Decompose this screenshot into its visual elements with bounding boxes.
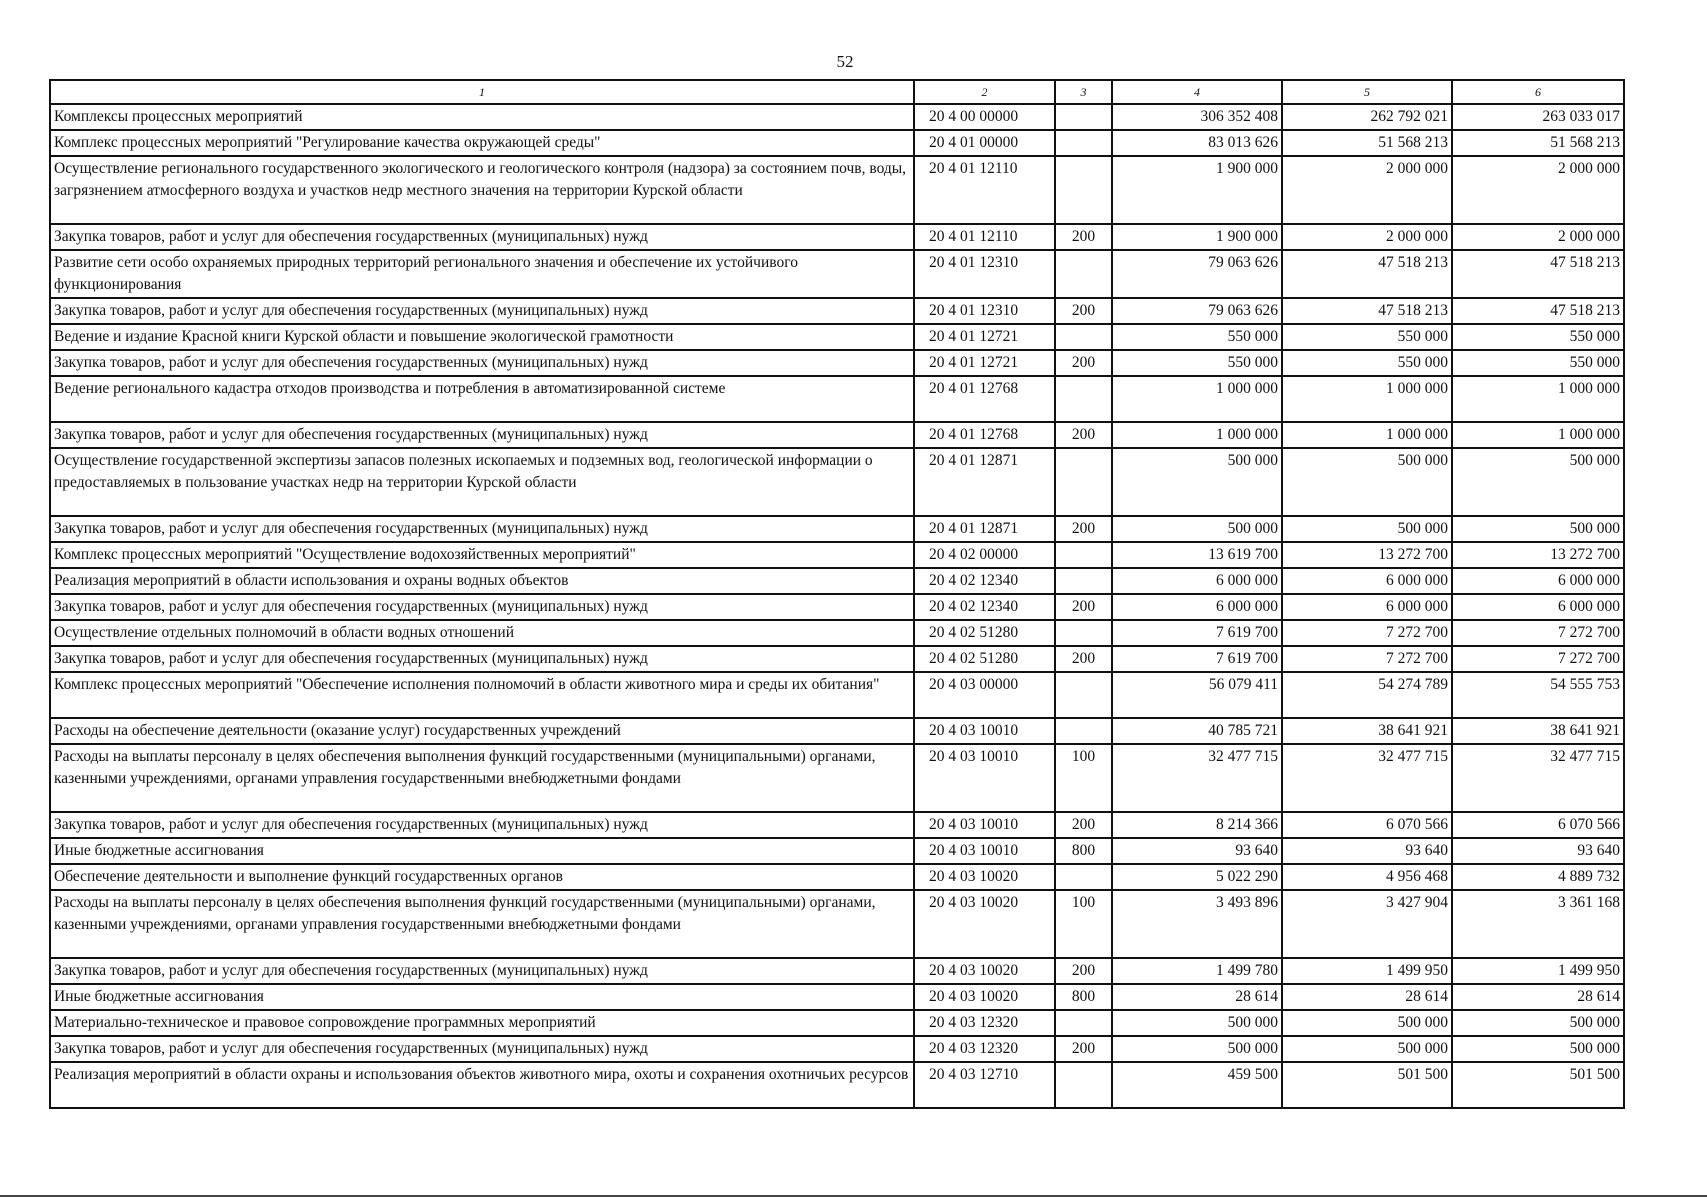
row-code-cell: 20 4 02 51280	[914, 620, 1055, 646]
row-code-cell: 20 4 03 12320	[914, 1010, 1055, 1036]
table-row	[50, 350, 1624, 376]
table-row	[50, 812, 1624, 838]
table-row	[50, 568, 1624, 594]
row-amount-col5-cell: 93 640	[1282, 838, 1452, 864]
column-number-3: 3	[1055, 80, 1112, 104]
row-name-cell: Закупка товаров, работ и услуг для обеспечения государственных (муниципальных) нужд	[50, 594, 914, 620]
table-row	[50, 422, 1624, 448]
row-expense-type-cell: 200	[1055, 516, 1112, 542]
row-amount-col5-cell: 32 477 715	[1282, 744, 1452, 812]
row-name-cell: Осуществление регионального государственного экологического и геологического контроля (надзора) за состоянием почв, воды, загрязнением атмосферного воздуха и участков недр местного значения на территории Курской области	[50, 156, 914, 224]
row-name-cell: Реализация мероприятий в области охраны и использования объектов животного мира, охоты и сохранения охотничьих ресурсов	[50, 1062, 914, 1108]
row-amount-col6-cell: 550 000	[1452, 350, 1624, 376]
row-amount-col5-cell: 1 000 000	[1282, 422, 1452, 448]
row-amount-col6-cell: 32 477 715	[1452, 744, 1624, 812]
row-amount-col4-cell: 5 022 290	[1112, 864, 1282, 890]
table-body	[50, 104, 1624, 1108]
row-name-cell: Расходы на обеспечение деятельности (оказание услуг) государственных учреждений	[50, 718, 914, 744]
row-amount-col4-cell: 550 000	[1112, 350, 1282, 376]
row-amount-col6-cell: 4 889 732	[1452, 864, 1624, 890]
table-row	[50, 250, 1624, 298]
row-amount-col5-cell: 262 792 021	[1282, 104, 1452, 130]
row-name-cell: Закупка товаров, работ и услуг для обеспечения государственных (муниципальных) нужд	[50, 1036, 914, 1062]
table-row	[50, 104, 1624, 130]
row-amount-col5-cell: 47 518 213	[1282, 250, 1452, 298]
row-amount-col4-cell: 500 000	[1112, 516, 1282, 542]
row-name-cell: Осуществление отдельных полномочий в области водных отношений	[50, 620, 914, 646]
row-amount-col4-cell: 550 000	[1112, 324, 1282, 350]
row-amount-col5-cell: 6 070 566	[1282, 812, 1452, 838]
row-amount-col6-cell: 7 272 700	[1452, 620, 1624, 646]
row-amount-col6-cell: 54 555 753	[1452, 672, 1624, 718]
row-amount-col6-cell: 28 614	[1452, 984, 1624, 1010]
row-code-cell: 20 4 01 12721	[914, 324, 1055, 350]
table-row	[50, 984, 1624, 1010]
table-row	[50, 298, 1624, 324]
row-amount-col4-cell: 40 785 721	[1112, 718, 1282, 744]
row-code-cell: 20 4 01 12110	[914, 156, 1055, 224]
row-code-cell: 20 4 03 10010	[914, 744, 1055, 812]
row-name-cell: Материально-техническое и правовое сопровождение программных мероприятий	[50, 1010, 914, 1036]
row-name-cell: Комплекс процессных мероприятий "Осуществление водохозяйственных мероприятий"	[50, 542, 914, 568]
row-amount-col4-cell: 1 900 000	[1112, 156, 1282, 224]
table-row	[50, 224, 1624, 250]
row-name-cell: Комплексы процессных мероприятий	[50, 104, 914, 130]
row-amount-col4-cell: 1 499 780	[1112, 958, 1282, 984]
row-code-cell: 20 4 03 10010	[914, 718, 1055, 744]
row-amount-col6-cell: 263 033 017	[1452, 104, 1624, 130]
table-row	[50, 594, 1624, 620]
row-name-cell: Развитие сети особо охраняемых природных территорий регионального значения и обеспечение их устойчивого функционирования	[50, 250, 914, 298]
row-amount-col5-cell: 2 000 000	[1282, 224, 1452, 250]
row-amount-col6-cell: 500 000	[1452, 1036, 1624, 1062]
row-amount-col5-cell: 7 272 700	[1282, 620, 1452, 646]
row-amount-col6-cell: 93 640	[1452, 838, 1624, 864]
row-amount-col6-cell: 1 000 000	[1452, 422, 1624, 448]
row-amount-col6-cell: 500 000	[1452, 1010, 1624, 1036]
row-amount-col4-cell: 1 900 000	[1112, 224, 1282, 250]
row-amount-col6-cell: 500 000	[1452, 448, 1624, 516]
row-expense-type-cell	[1055, 250, 1112, 298]
row-amount-col5-cell: 7 272 700	[1282, 646, 1452, 672]
row-code-cell: 20 4 01 12310	[914, 250, 1055, 298]
row-code-cell: 20 4 03 10020	[914, 984, 1055, 1010]
row-expense-type-cell	[1055, 104, 1112, 130]
table-row	[50, 324, 1624, 350]
row-code-cell: 20 4 01 12768	[914, 422, 1055, 448]
row-amount-col4-cell: 6 000 000	[1112, 568, 1282, 594]
row-amount-col4-cell: 1 000 000	[1112, 422, 1282, 448]
row-amount-col5-cell: 6 000 000	[1282, 568, 1452, 594]
row-expense-type-cell: 200	[1055, 224, 1112, 250]
row-code-cell: 20 4 00 00000	[914, 104, 1055, 130]
row-amount-col4-cell: 459 500	[1112, 1062, 1282, 1108]
budget-table	[49, 79, 1625, 1109]
row-name-cell: Закупка товаров, работ и услуг для обеспечения государственных (муниципальных) нужд	[50, 350, 914, 376]
row-code-cell: 20 4 01 12871	[914, 516, 1055, 542]
page-edge-line	[0, 1195, 1707, 1197]
table-row	[50, 376, 1624, 422]
row-amount-col6-cell: 1 000 000	[1452, 376, 1624, 422]
row-amount-col5-cell: 1 499 950	[1282, 958, 1452, 984]
row-name-cell: Ведение и издание Красной книги Курской области и повышение экологической грамотности	[50, 324, 914, 350]
row-amount-col5-cell: 4 956 468	[1282, 864, 1452, 890]
row-amount-col6-cell: 501 500	[1452, 1062, 1624, 1108]
row-amount-col6-cell: 550 000	[1452, 324, 1624, 350]
table-row	[50, 958, 1624, 984]
row-amount-col5-cell: 47 518 213	[1282, 298, 1452, 324]
row-amount-col6-cell: 6 000 000	[1452, 568, 1624, 594]
table-row	[50, 516, 1624, 542]
row-expense-type-cell: 800	[1055, 838, 1112, 864]
row-amount-col6-cell: 47 518 213	[1452, 250, 1624, 298]
table-row	[50, 672, 1624, 718]
row-amount-col6-cell: 1 499 950	[1452, 958, 1624, 984]
row-amount-col4-cell: 79 063 626	[1112, 250, 1282, 298]
row-expense-type-cell: 200	[1055, 298, 1112, 324]
row-amount-col4-cell: 306 352 408	[1112, 104, 1282, 130]
row-code-cell: 20 4 01 12768	[914, 376, 1055, 422]
row-amount-col6-cell: 47 518 213	[1452, 298, 1624, 324]
row-expense-type-cell	[1055, 376, 1112, 422]
row-code-cell: 20 4 03 10020	[914, 890, 1055, 958]
table-row	[50, 646, 1624, 672]
row-amount-col6-cell: 6 000 000	[1452, 594, 1624, 620]
row-amount-col4-cell: 7 619 700	[1112, 646, 1282, 672]
row-amount-col4-cell: 7 619 700	[1112, 620, 1282, 646]
table-row	[50, 620, 1624, 646]
row-name-cell: Расходы на выплаты персоналу в целях обеспечения выполнения функций государственными (муниципальными) органами, казенными учреждениями, органами управления государственными внебюджетными фондами	[50, 890, 914, 958]
table-row	[50, 542, 1624, 568]
row-expense-type-cell	[1055, 620, 1112, 646]
row-expense-type-cell: 200	[1055, 422, 1112, 448]
row-name-cell: Закупка товаров, работ и услуг для обеспечения государственных (муниципальных) нужд	[50, 224, 914, 250]
row-amount-col5-cell: 500 000	[1282, 448, 1452, 516]
row-expense-type-cell: 200	[1055, 646, 1112, 672]
row-name-cell: Закупка товаров, работ и услуг для обеспечения государственных (муниципальных) нужд	[50, 422, 914, 448]
row-code-cell: 20 4 03 10010	[914, 812, 1055, 838]
row-amount-col6-cell: 51 568 213	[1452, 130, 1624, 156]
row-amount-col4-cell: 3 493 896	[1112, 890, 1282, 958]
row-name-cell: Ведение регионального кадастра отходов производства и потребления в автоматизированной системе	[50, 376, 914, 422]
row-expense-type-cell	[1055, 568, 1112, 594]
row-amount-col6-cell: 38 641 921	[1452, 718, 1624, 744]
row-expense-type-cell: 100	[1055, 744, 1112, 812]
row-amount-col4-cell: 79 063 626	[1112, 298, 1282, 324]
row-code-cell: 20 4 01 12110	[914, 224, 1055, 250]
row-expense-type-cell	[1055, 324, 1112, 350]
row-name-cell: Закупка товаров, работ и услуг для обеспечения государственных (муниципальных) нужд	[50, 646, 914, 672]
row-expense-type-cell	[1055, 718, 1112, 744]
row-name-cell: Закупка товаров, работ и услуг для обеспечения государственных (муниципальных) нужд	[50, 958, 914, 984]
table-row	[50, 718, 1624, 744]
table-row	[50, 864, 1624, 890]
row-name-cell: Обеспечение деятельности и выполнение функций государственных органов	[50, 864, 914, 890]
column-number-5: 5	[1282, 80, 1452, 104]
column-number-4: 4	[1112, 80, 1282, 104]
table-row	[50, 1036, 1624, 1062]
row-amount-col5-cell: 1 000 000	[1282, 376, 1452, 422]
row-amount-col5-cell: 51 568 213	[1282, 130, 1452, 156]
column-number-6: 6	[1452, 80, 1624, 104]
table-row	[50, 156, 1624, 224]
row-expense-type-cell: 200	[1055, 350, 1112, 376]
row-amount-col5-cell: 500 000	[1282, 1010, 1452, 1036]
row-amount-col4-cell: 8 214 366	[1112, 812, 1282, 838]
table-row	[50, 838, 1624, 864]
row-code-cell: 20 4 01 12310	[914, 298, 1055, 324]
row-expense-type-cell: 200	[1055, 958, 1112, 984]
row-amount-col5-cell: 3 427 904	[1282, 890, 1452, 958]
row-expense-type-cell	[1055, 672, 1112, 718]
row-expense-type-cell	[1055, 864, 1112, 890]
row-code-cell: 20 4 01 12871	[914, 448, 1055, 516]
row-name-cell: Расходы на выплаты персоналу в целях обеспечения выполнения функций государственными (муниципальными) органами, казенными учреждениями, органами управления государственными внебюджетными фондами	[50, 744, 914, 812]
row-name-cell: Закупка товаров, работ и услуг для обеспечения государственных (муниципальных) нужд	[50, 812, 914, 838]
row-expense-type-cell: 800	[1055, 984, 1112, 1010]
row-amount-col6-cell: 500 000	[1452, 516, 1624, 542]
row-amount-col5-cell: 501 500	[1282, 1062, 1452, 1108]
row-amount-col6-cell: 3 361 168	[1452, 890, 1624, 958]
row-amount-col5-cell: 13 272 700	[1282, 542, 1452, 568]
row-amount-col4-cell: 93 640	[1112, 838, 1282, 864]
row-amount-col5-cell: 500 000	[1282, 1036, 1452, 1062]
row-amount-col6-cell: 2 000 000	[1452, 156, 1624, 224]
row-code-cell: 20 4 03 12710	[914, 1062, 1055, 1108]
row-amount-col5-cell: 38 641 921	[1282, 718, 1452, 744]
table-row	[50, 448, 1624, 516]
row-expense-type-cell	[1055, 1010, 1112, 1036]
row-amount-col6-cell: 13 272 700	[1452, 542, 1624, 568]
row-amount-col4-cell: 1 000 000	[1112, 376, 1282, 422]
row-amount-col6-cell: 6 070 566	[1452, 812, 1624, 838]
row-code-cell: 20 4 03 10010	[914, 838, 1055, 864]
row-code-cell: 20 4 02 12340	[914, 568, 1055, 594]
row-amount-col5-cell: 2 000 000	[1282, 156, 1452, 224]
table-row	[50, 1062, 1624, 1108]
row-amount-col4-cell: 83 013 626	[1112, 130, 1282, 156]
row-name-cell: Комплекс процессных мероприятий "Обеспечение исполнения полномочий в области животного мира и среды их обитания"	[50, 672, 914, 718]
row-code-cell: 20 4 03 10020	[914, 958, 1055, 984]
row-expense-type-cell: 200	[1055, 812, 1112, 838]
row-name-cell: Осуществление государственной экспертизы запасов полезных ископаемых и подземных вод, геологической информации о предоставляемых в пользование участках недр на территории Курской области	[50, 448, 914, 516]
row-name-cell: Реализация мероприятий в области использования и охраны водных объектов	[50, 568, 914, 594]
row-name-cell: Иные бюджетные ассигнования	[50, 838, 914, 864]
row-amount-col5-cell: 54 274 789	[1282, 672, 1452, 718]
table-row	[50, 130, 1624, 156]
row-code-cell: 20 4 03 00000	[914, 672, 1055, 718]
row-code-cell: 20 4 02 51280	[914, 646, 1055, 672]
row-expense-type-cell	[1055, 156, 1112, 224]
row-amount-col5-cell: 28 614	[1282, 984, 1452, 1010]
row-name-cell: Комплекс процессных мероприятий "Регулирование качества окружающей среды"	[50, 130, 914, 156]
row-name-cell: Закупка товаров, работ и услуг для обеспечения государственных (муниципальных) нужд	[50, 298, 914, 324]
row-amount-col4-cell: 28 614	[1112, 984, 1282, 1010]
page-number: 52	[836, 52, 854, 71]
row-amount-col5-cell: 500 000	[1282, 516, 1452, 542]
row-expense-type-cell: 200	[1055, 1036, 1112, 1062]
row-amount-col4-cell: 500 000	[1112, 1036, 1282, 1062]
row-amount-col4-cell: 500 000	[1112, 448, 1282, 516]
row-code-cell: 20 4 02 12340	[914, 594, 1055, 620]
row-code-cell: 20 4 03 10020	[914, 864, 1055, 890]
row-code-cell: 20 4 01 00000	[914, 130, 1055, 156]
row-amount-col4-cell: 500 000	[1112, 1010, 1282, 1036]
row-code-cell: 20 4 01 12721	[914, 350, 1055, 376]
column-number-2: 2	[914, 80, 1055, 104]
row-expense-type-cell	[1055, 542, 1112, 568]
row-code-cell: 20 4 03 12320	[914, 1036, 1055, 1062]
table-row	[50, 744, 1624, 812]
row-amount-col6-cell: 2 000 000	[1452, 224, 1624, 250]
row-expense-type-cell	[1055, 130, 1112, 156]
row-expense-type-cell	[1055, 448, 1112, 516]
row-amount-col5-cell: 6 000 000	[1282, 594, 1452, 620]
row-expense-type-cell	[1055, 1062, 1112, 1108]
row-expense-type-cell: 100	[1055, 890, 1112, 958]
row-expense-type-cell: 200	[1055, 594, 1112, 620]
table-row	[50, 890, 1624, 958]
row-amount-col4-cell: 13 619 700	[1112, 542, 1282, 568]
row-amount-col5-cell: 550 000	[1282, 324, 1452, 350]
row-amount-col4-cell: 32 477 715	[1112, 744, 1282, 812]
row-amount-col4-cell: 56 079 411	[1112, 672, 1282, 718]
column-number-row	[50, 80, 1624, 104]
row-amount-col4-cell: 6 000 000	[1112, 594, 1282, 620]
column-number-1: 1	[50, 80, 914, 104]
row-amount-col5-cell: 550 000	[1282, 350, 1452, 376]
row-amount-col6-cell: 7 272 700	[1452, 646, 1624, 672]
table-row	[50, 1010, 1624, 1036]
row-code-cell: 20 4 02 00000	[914, 542, 1055, 568]
row-name-cell: Иные бюджетные ассигнования	[50, 984, 914, 1010]
row-name-cell: Закупка товаров, работ и услуг для обеспечения государственных (муниципальных) нужд	[50, 516, 914, 542]
